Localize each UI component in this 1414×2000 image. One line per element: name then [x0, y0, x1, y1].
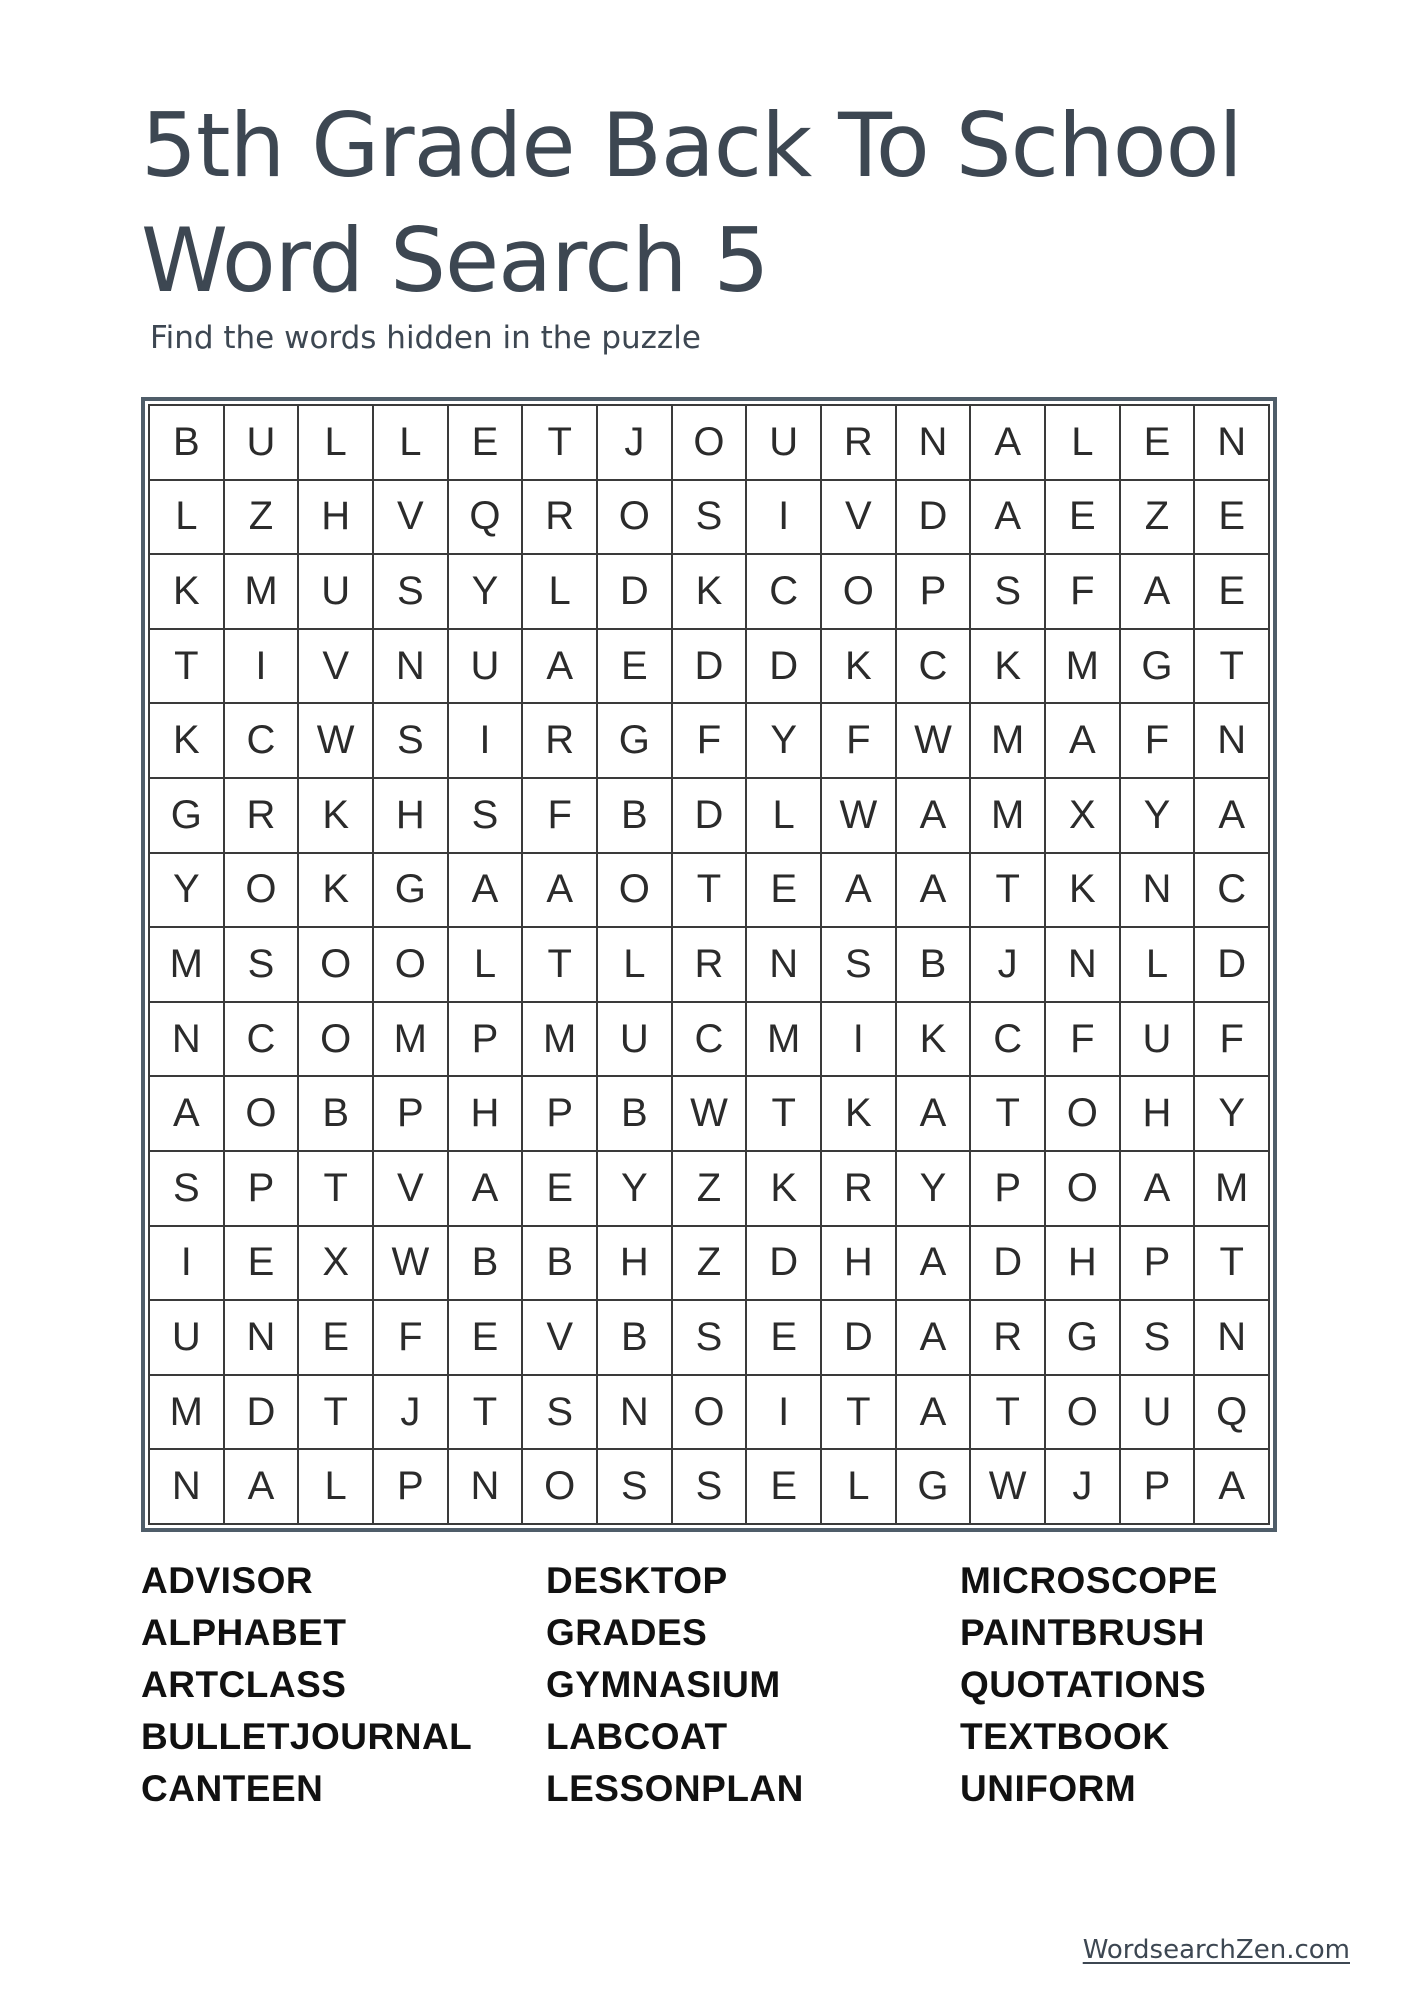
grid-cell: K — [897, 1003, 972, 1078]
grid-cell: L — [747, 779, 822, 854]
grid-cell: L — [374, 406, 449, 481]
title-line-2: Word Search 5 — [141, 209, 769, 312]
grid-cell: F — [374, 1301, 449, 1376]
grid-cell: K — [971, 630, 1046, 705]
grid-cell: P — [897, 555, 972, 630]
grid-cell: O — [374, 928, 449, 1003]
word-list-item: UNIFORM — [960, 1768, 1137, 1809]
grid-cell: C — [747, 555, 822, 630]
grid-cell: E — [449, 1301, 524, 1376]
grid-cell: A — [897, 779, 972, 854]
grid-cell: L — [523, 555, 598, 630]
grid-cell: R — [822, 1152, 897, 1227]
grid-cell: O — [299, 928, 374, 1003]
grid-cell: N — [747, 928, 822, 1003]
grid-cell: T — [1195, 630, 1270, 705]
grid-cell: I — [150, 1227, 225, 1302]
grid-cell: F — [1046, 555, 1121, 630]
grid-cell: S — [971, 555, 1046, 630]
grid-cell: O — [523, 1450, 598, 1525]
grid-cell: M — [225, 555, 300, 630]
grid-cell: M — [1046, 630, 1121, 705]
grid-cell: D — [225, 1376, 300, 1451]
grid-cell: K — [822, 1077, 897, 1152]
grid-cell: N — [150, 1003, 225, 1078]
grid-cell: U — [1121, 1003, 1196, 1078]
grid-cell: A — [449, 1152, 524, 1227]
grid-cell: A — [897, 1301, 972, 1376]
grid-cell: K — [747, 1152, 822, 1227]
grid-cell: K — [150, 555, 225, 630]
grid-cell: J — [598, 406, 673, 481]
grid-cell: G — [150, 779, 225, 854]
grid-cell: G — [1046, 1301, 1121, 1376]
grid-cell: F — [1046, 1003, 1121, 1078]
grid-cell: L — [449, 928, 524, 1003]
word-list-item: GRADES — [546, 1612, 708, 1653]
grid-cell: S — [374, 555, 449, 630]
grid-cell: B — [299, 1077, 374, 1152]
grid-cell: L — [1121, 928, 1196, 1003]
grid-cell: T — [150, 630, 225, 705]
word-list-item: LESSONPLAN — [546, 1768, 804, 1809]
grid-cell: T — [971, 1077, 1046, 1152]
word-list-item: CANTEEN — [141, 1768, 324, 1809]
grid-cell: P — [1121, 1227, 1196, 1302]
grid-cell: Z — [225, 481, 300, 556]
grid-cell: H — [1121, 1077, 1196, 1152]
grid-cell: M — [374, 1003, 449, 1078]
word-list-item: ADVISOR — [141, 1560, 314, 1601]
grid-cell: G — [1121, 630, 1196, 705]
grid-cell: B — [449, 1227, 524, 1302]
grid-cell: O — [299, 1003, 374, 1078]
grid-cell: N — [1121, 854, 1196, 929]
grid-cell: K — [822, 630, 897, 705]
grid-cell: O — [1046, 1077, 1121, 1152]
instructions: Find the words hidden in the puzzle — [150, 320, 701, 356]
grid-cell: K — [673, 555, 748, 630]
word-column-3 — [960, 1555, 1218, 1815]
grid-cell: O — [225, 1077, 300, 1152]
grid-cell: P — [1121, 1450, 1196, 1525]
grid-cell: R — [822, 406, 897, 481]
grid-cell: F — [1121, 704, 1196, 779]
grid-cell: H — [1046, 1227, 1121, 1302]
grid-cell: A — [1195, 1450, 1270, 1525]
word-list-item: PAINTBRUSH — [960, 1612, 1205, 1653]
grid-cell: F — [1195, 1003, 1270, 1078]
grid-cell: K — [299, 854, 374, 929]
grid-cell: Z — [1121, 481, 1196, 556]
grid-cell: M — [747, 1003, 822, 1078]
grid-cell: A — [897, 1077, 972, 1152]
grid-cell: E — [449, 406, 524, 481]
grid-cell: O — [598, 854, 673, 929]
grid-cell: M — [523, 1003, 598, 1078]
word-list-item: QUOTATIONS — [960, 1664, 1207, 1705]
grid-cell: B — [897, 928, 972, 1003]
grid-cell: S — [822, 928, 897, 1003]
grid-cell: W — [822, 779, 897, 854]
grid-cell: B — [598, 779, 673, 854]
grid-cell: Q — [1195, 1376, 1270, 1451]
site-link[interactable]: WordsearchZen.com — [1082, 1935, 1350, 1965]
grid-cell: L — [822, 1450, 897, 1525]
word-list-item: GYMNASIUM — [546, 1664, 781, 1705]
word-list-item: MICROSCOPE — [960, 1560, 1218, 1601]
grid-cell: N — [1195, 1301, 1270, 1376]
word-list-item: BULLETJOURNAL — [141, 1716, 473, 1757]
grid-cell: I — [449, 704, 524, 779]
letter-grid — [148, 404, 1270, 1525]
grid-cell: F — [673, 704, 748, 779]
grid-cell: N — [897, 406, 972, 481]
grid-cell: R — [523, 481, 598, 556]
grid-cell: E — [747, 854, 822, 929]
grid-cell: S — [374, 704, 449, 779]
grid-cell: I — [822, 1003, 897, 1078]
grid-cell: E — [1121, 406, 1196, 481]
grid-cell: S — [523, 1376, 598, 1451]
grid-cell: L — [598, 928, 673, 1003]
grid-cell: W — [971, 1450, 1046, 1525]
grid-cell: M — [150, 1376, 225, 1451]
grid-cell: D — [897, 481, 972, 556]
grid-cell: T — [747, 1077, 822, 1152]
grid-cell: U — [747, 406, 822, 481]
grid-cell: M — [971, 779, 1046, 854]
grid-cell: J — [374, 1376, 449, 1451]
grid-cell: C — [225, 704, 300, 779]
grid-cell: A — [1046, 704, 1121, 779]
grid-cell: F — [523, 779, 598, 854]
grid-cell: A — [897, 1376, 972, 1451]
grid-cell: C — [1195, 854, 1270, 929]
grid-cell: B — [598, 1077, 673, 1152]
grid-cell: S — [225, 928, 300, 1003]
grid-cell: S — [673, 1450, 748, 1525]
grid-cell: V — [822, 481, 897, 556]
grid-cell: I — [747, 1376, 822, 1451]
grid-cell: V — [374, 1152, 449, 1227]
grid-cell: T — [673, 854, 748, 929]
grid-cell: L — [1046, 406, 1121, 481]
grid-cell: O — [598, 481, 673, 556]
grid-cell: T — [971, 1376, 1046, 1451]
grid-cell: Y — [1121, 779, 1196, 854]
grid-cell: Z — [673, 1152, 748, 1227]
grid-cell: D — [673, 630, 748, 705]
grid-cell: P — [971, 1152, 1046, 1227]
grid-cell: E — [1195, 481, 1270, 556]
grid-cell: N — [449, 1450, 524, 1525]
grid-cell: F — [822, 704, 897, 779]
grid-cell: A — [971, 481, 1046, 556]
grid-cell: I — [225, 630, 300, 705]
grid-cell: A — [150, 1077, 225, 1152]
grid-cell: S — [449, 779, 524, 854]
grid-cell: E — [1195, 555, 1270, 630]
grid-cell: S — [1121, 1301, 1196, 1376]
grid-cell: O — [673, 406, 748, 481]
grid-cell: H — [449, 1077, 524, 1152]
grid-cell: E — [747, 1450, 822, 1525]
grid-cell: T — [523, 406, 598, 481]
grid-cell: T — [299, 1376, 374, 1451]
grid-cell: D — [747, 630, 822, 705]
grid-cell: R — [673, 928, 748, 1003]
grid-cell: Q — [449, 481, 524, 556]
grid-cell: N — [598, 1376, 673, 1451]
grid-cell: T — [299, 1152, 374, 1227]
grid-cell: U — [150, 1301, 225, 1376]
grid-cell: O — [673, 1376, 748, 1451]
grid-cell: Y — [150, 854, 225, 929]
grid-cell: A — [1195, 779, 1270, 854]
grid-cell: O — [1046, 1376, 1121, 1451]
grid-cell: E — [747, 1301, 822, 1376]
grid-cell: A — [897, 854, 972, 929]
grid-cell: H — [374, 779, 449, 854]
grid-cell: K — [150, 704, 225, 779]
grid-cell: B — [523, 1227, 598, 1302]
grid-cell: I — [747, 481, 822, 556]
grid-cell: N — [225, 1301, 300, 1376]
grid-cell: N — [1195, 704, 1270, 779]
puzzle-frame — [141, 397, 1277, 1532]
word-column-2 — [546, 1555, 804, 1815]
grid-cell: N — [1046, 928, 1121, 1003]
grid-cell: E — [598, 630, 673, 705]
grid-cell: R — [971, 1301, 1046, 1376]
word-list-item: ALPHABET — [141, 1612, 347, 1653]
grid-cell: G — [897, 1450, 972, 1525]
grid-cell: Z — [673, 1227, 748, 1302]
grid-cell: N — [150, 1450, 225, 1525]
grid-cell: M — [150, 928, 225, 1003]
grid-cell: P — [449, 1003, 524, 1078]
title-line-1: 5th Grade Back To School — [141, 94, 1242, 197]
grid-cell: C — [971, 1003, 1046, 1078]
grid-cell: A — [523, 630, 598, 705]
grid-cell: E — [299, 1301, 374, 1376]
grid-cell: Y — [1195, 1077, 1270, 1152]
grid-cell: H — [299, 481, 374, 556]
grid-cell: P — [523, 1077, 598, 1152]
grid-cell: D — [822, 1301, 897, 1376]
grid-cell: U — [598, 1003, 673, 1078]
grid-cell: M — [1195, 1152, 1270, 1227]
grid-cell: C — [897, 630, 972, 705]
grid-cell: N — [1195, 406, 1270, 481]
grid-cell: X — [1046, 779, 1121, 854]
grid-cell: Y — [747, 704, 822, 779]
grid-cell: U — [225, 406, 300, 481]
grid-cell: W — [897, 704, 972, 779]
grid-cell: B — [150, 406, 225, 481]
grid-cell: Y — [449, 555, 524, 630]
grid-cell: H — [822, 1227, 897, 1302]
grid-cell: V — [374, 481, 449, 556]
grid-cell: K — [299, 779, 374, 854]
grid-cell: C — [225, 1003, 300, 1078]
grid-cell: U — [449, 630, 524, 705]
grid-cell: L — [299, 1450, 374, 1525]
grid-cell: C — [673, 1003, 748, 1078]
grid-cell: A — [1121, 1152, 1196, 1227]
grid-cell: G — [374, 854, 449, 929]
word-list — [0, 1555, 1414, 1809]
grid-cell: R — [225, 779, 300, 854]
grid-cell: G — [598, 704, 673, 779]
grid-cell: K — [1046, 854, 1121, 929]
grid-cell: Y — [897, 1152, 972, 1227]
grid-cell: J — [971, 928, 1046, 1003]
word-column-1 — [141, 1555, 472, 1815]
grid-cell: E — [523, 1152, 598, 1227]
grid-cell: R — [523, 704, 598, 779]
grid-cell: S — [598, 1450, 673, 1525]
grid-cell: A — [1121, 555, 1196, 630]
grid-cell: T — [822, 1376, 897, 1451]
grid-cell: T — [971, 854, 1046, 929]
grid-cell: D — [673, 779, 748, 854]
grid-cell: A — [971, 406, 1046, 481]
grid-cell: U — [299, 555, 374, 630]
word-list-item: DESKTOP — [546, 1560, 728, 1601]
grid-cell: O — [1046, 1152, 1121, 1227]
word-list-item: TEXTBOOK — [960, 1716, 1170, 1757]
grid-cell: D — [971, 1227, 1046, 1302]
grid-cell: O — [822, 555, 897, 630]
grid-cell: T — [1195, 1227, 1270, 1302]
grid-cell: A — [523, 854, 598, 929]
grid-cell: P — [374, 1077, 449, 1152]
grid-cell: L — [150, 481, 225, 556]
grid-cell: E — [225, 1227, 300, 1302]
grid-cell: O — [225, 854, 300, 929]
grid-cell: N — [374, 630, 449, 705]
grid-cell: A — [897, 1227, 972, 1302]
grid-cell: T — [449, 1376, 524, 1451]
grid-cell: D — [747, 1227, 822, 1302]
page-title — [141, 88, 1301, 318]
grid-cell: S — [673, 481, 748, 556]
grid-cell: P — [225, 1152, 300, 1227]
grid-cell: D — [598, 555, 673, 630]
grid-cell: S — [673, 1301, 748, 1376]
grid-cell: J — [1046, 1450, 1121, 1525]
grid-cell: X — [299, 1227, 374, 1302]
grid-cell: S — [150, 1152, 225, 1227]
grid-cell: A — [822, 854, 897, 929]
grid-cell: T — [523, 928, 598, 1003]
grid-cell: V — [523, 1301, 598, 1376]
grid-cell: Y — [598, 1152, 673, 1227]
grid-cell: W — [374, 1227, 449, 1302]
grid-cell: A — [225, 1450, 300, 1525]
grid-cell: D — [1195, 928, 1270, 1003]
grid-cell: U — [1121, 1376, 1196, 1451]
word-list-item: LABCOAT — [546, 1716, 728, 1757]
grid-cell: P — [374, 1450, 449, 1525]
grid-cell: B — [598, 1301, 673, 1376]
grid-cell: A — [449, 854, 524, 929]
grid-cell: W — [299, 704, 374, 779]
grid-cell: W — [673, 1077, 748, 1152]
grid-cell: H — [598, 1227, 673, 1302]
grid-cell: E — [1046, 481, 1121, 556]
grid-cell: V — [299, 630, 374, 705]
grid-cell: M — [971, 704, 1046, 779]
word-list-item: ARTCLASS — [141, 1664, 347, 1705]
grid-cell: L — [299, 406, 374, 481]
